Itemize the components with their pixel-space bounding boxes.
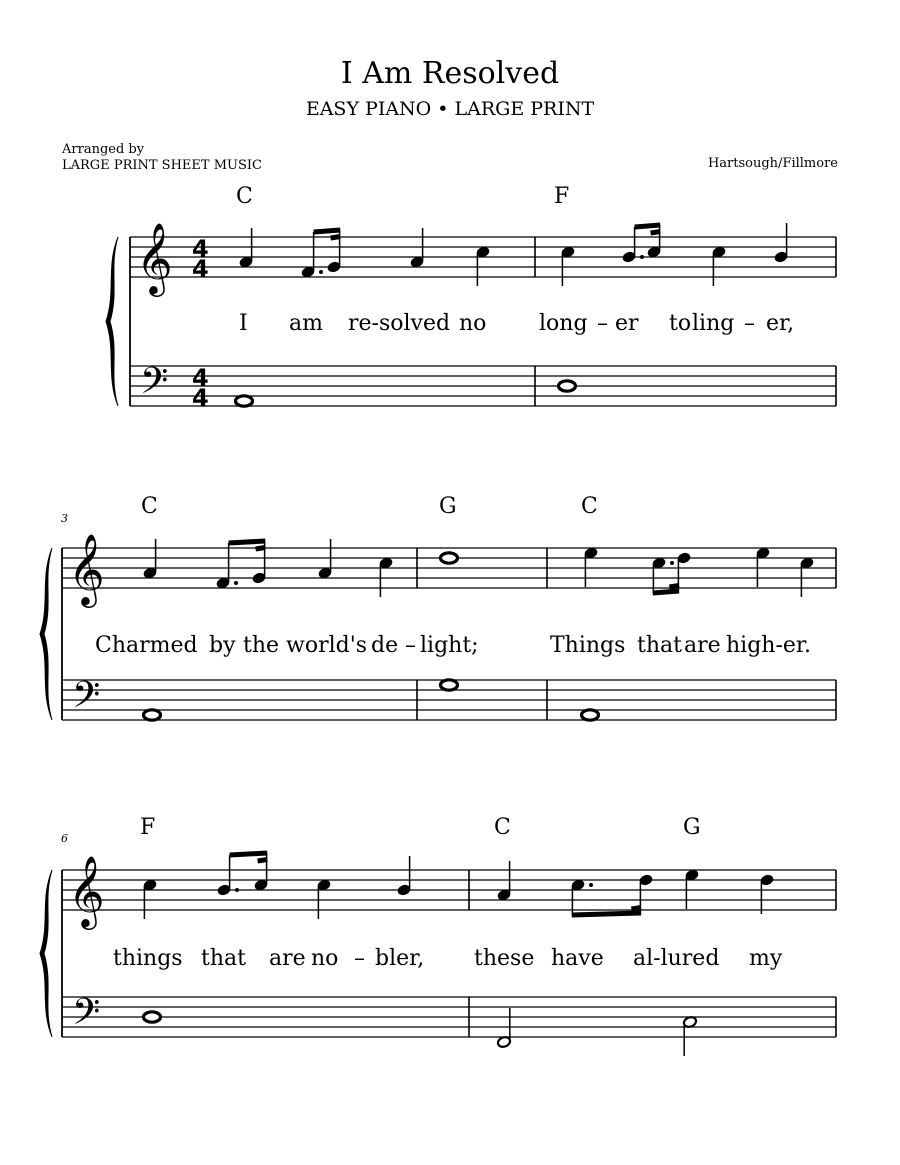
lyric-syllable: ling [692, 311, 735, 336]
lyric-syllable: no [459, 311, 487, 336]
piano-brace [40, 870, 52, 1037]
chord-symbol: C [494, 815, 511, 840]
chord-symbol: C [141, 494, 158, 519]
augmentation-dot [640, 255, 644, 259]
lyric-syllable: are [269, 946, 306, 971]
measure-number: 3 [61, 512, 68, 525]
note-beam [314, 230, 341, 232]
lyric-syllable: bler, [375, 946, 425, 971]
lyric-syllable: the [243, 633, 280, 658]
whole-note [144, 1012, 161, 1022]
song-subtitle: EASY PIANO • LARGE PRINT [305, 98, 595, 120]
treble-clef-icon: 𝄞 [136, 221, 173, 294]
lyric-syllable: to [669, 311, 692, 336]
chord-symbol: F [554, 184, 570, 209]
whole-note [441, 680, 458, 690]
time-signature-bottom: 4 [192, 384, 209, 412]
note-beam [651, 232, 661, 234]
lyric-syllable: Things [550, 633, 626, 658]
bass-clef-icon: 𝄢 [72, 991, 101, 1042]
note-beam [653, 591, 679, 593]
note-beam [331, 237, 341, 239]
lyric-syllable: world's [286, 633, 368, 658]
lyric-syllable: these [474, 946, 535, 971]
lyric-syllable: high-er. [726, 633, 812, 658]
note-beam [631, 908, 641, 910]
lyric-hyphen: – [405, 633, 416, 658]
lyric-syllable: al-lured [633, 946, 720, 971]
lyric-syllable: er, [766, 311, 795, 336]
note-beam [256, 548, 266, 550]
arranger-name: LARGE PRINT SHEET MUSIC [62, 158, 262, 173]
lyric-hyphen: – [597, 311, 608, 336]
chord-symbol: F [140, 815, 156, 840]
treble-clef-icon: 𝄞 [68, 854, 105, 927]
lyric-syllable: am [289, 311, 323, 336]
lyric-syllable: things [113, 946, 183, 971]
arranged-by-label: Arranged by [62, 142, 145, 157]
composer-name: Hartsough/Fillmore [707, 156, 838, 171]
lyric-syllable: have [551, 946, 604, 971]
piano-brace [40, 548, 52, 720]
augmentation-dot [589, 883, 593, 887]
lyric-syllable: no [311, 946, 339, 971]
note-beam [635, 225, 661, 227]
lyric-syllable: are [684, 633, 721, 658]
lyric-syllable: by [209, 633, 236, 658]
note-beam [230, 853, 268, 855]
whole-note [559, 381, 576, 391]
time-signature-bottom: 4 [192, 255, 209, 283]
lyric-hyphen: – [354, 946, 365, 971]
song-title: I Am Resolved [340, 56, 560, 91]
chord-symbol: C [581, 494, 598, 519]
lyric-syllable: Charmed [95, 633, 198, 658]
augmentation-dot [319, 270, 323, 274]
lyric-syllable: that [201, 946, 246, 971]
lyric-syllable: long [539, 311, 588, 336]
augmentation-dot [670, 561, 674, 565]
chord-symbol: G [683, 815, 701, 840]
measure-number: 6 [61, 832, 68, 845]
chord-symbol: C [236, 184, 253, 209]
treble-clef-icon: 𝄞 [68, 532, 105, 605]
lyric-syllable: de [371, 633, 399, 658]
lyric-syllable: er [615, 311, 639, 336]
bass-clef-icon: 𝄢 [140, 360, 169, 411]
time-signature-top: 4 [192, 235, 209, 263]
lyric-syllable: light; [420, 633, 479, 658]
chord-symbol: G [439, 494, 457, 519]
lyric-syllable: that [637, 633, 682, 658]
note-beam [572, 913, 641, 915]
lyric-hyphen: – [744, 311, 755, 336]
augmentation-dot [234, 581, 238, 585]
time-signature-top: 4 [192, 364, 209, 392]
note-beam [258, 860, 268, 862]
whole-note [236, 396, 253, 406]
lyric-syllable: re-solved [348, 311, 451, 336]
note-beam [229, 541, 266, 543]
whole-note [582, 710, 599, 720]
lyric-syllable: my [749, 946, 783, 971]
note-beam [669, 586, 679, 588]
lyric-syllable: I [239, 311, 248, 336]
piano-brace [106, 237, 118, 406]
whole-note [441, 553, 458, 563]
bass-clef-icon: 𝄢 [72, 674, 101, 725]
whole-note [144, 710, 161, 720]
augmentation-dot [235, 888, 239, 892]
